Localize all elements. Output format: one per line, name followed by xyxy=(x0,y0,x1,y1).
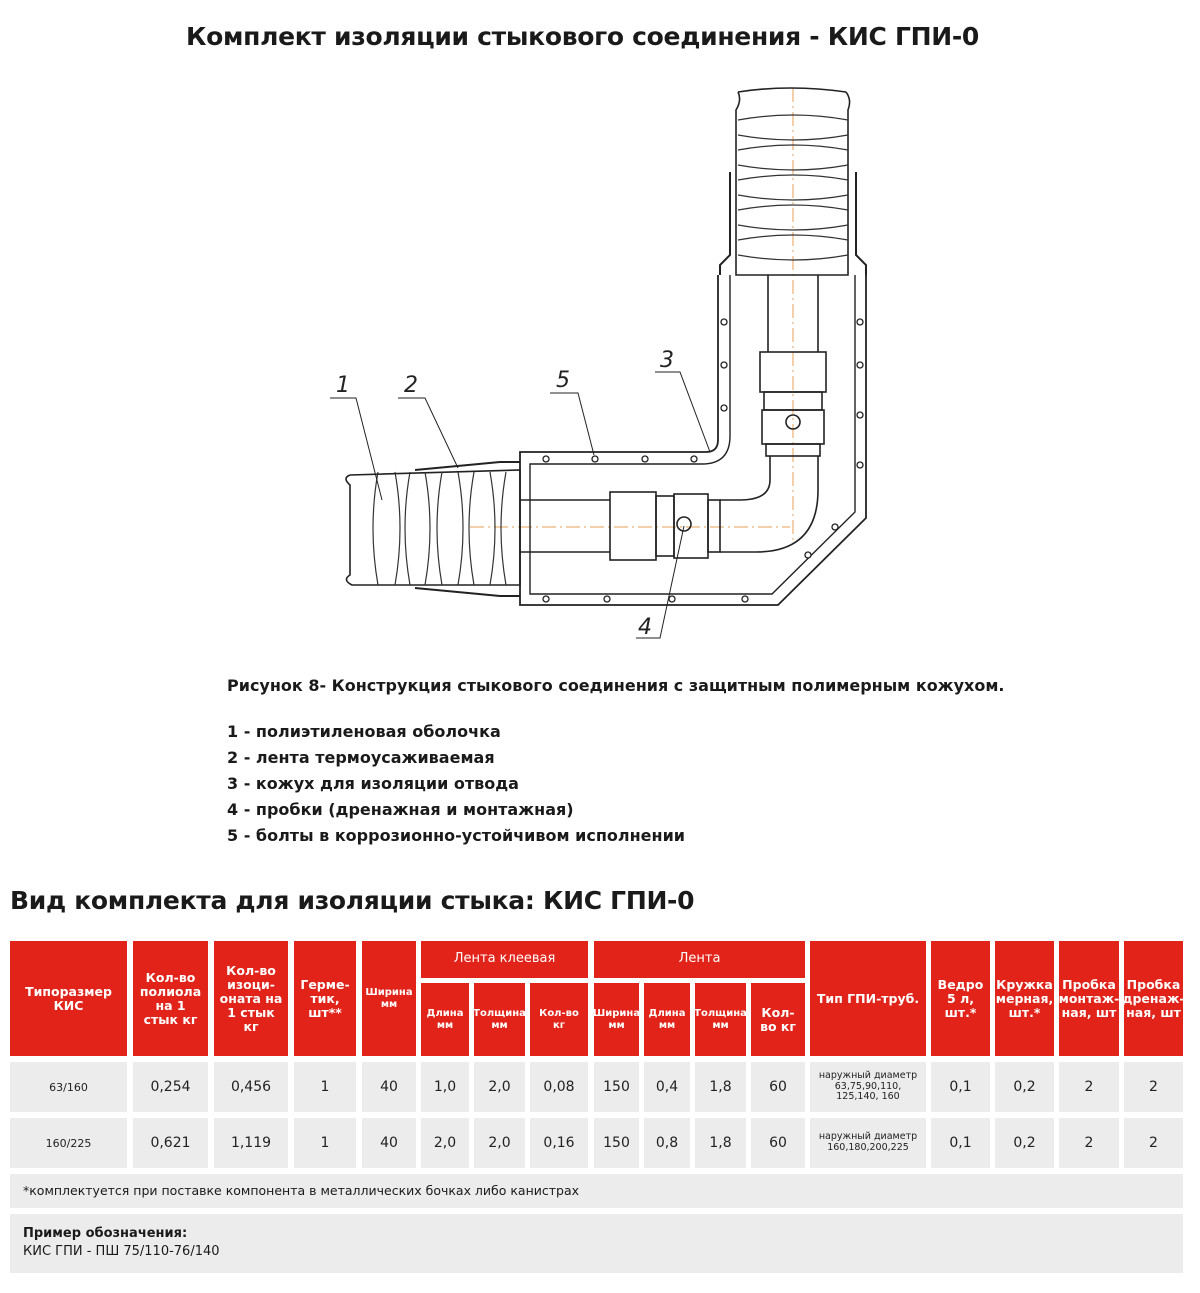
callout-3: 3 xyxy=(660,348,674,373)
legend-item: 3 - кожух для изоляции отвода xyxy=(227,774,519,793)
designation-example xyxy=(10,1214,1183,1273)
cell-tape-length: 0,4 xyxy=(655,1079,679,1095)
cell-adh-qty: 0,16 xyxy=(543,1135,575,1151)
cell-bucket: 0,1 xyxy=(949,1135,972,1151)
header-adh-length: Длина мм xyxy=(421,983,469,1056)
cell-polyol: 0,621 xyxy=(150,1135,191,1151)
header-tape: Лента xyxy=(594,941,805,978)
table-footnote: *комплектуется при поставке компонента в металлических бочках либо канистрах xyxy=(10,1174,1183,1208)
header-bucket: Ведро 5 л, шт.* xyxy=(931,941,990,1056)
example-label: Пример обозначения: xyxy=(23,1226,188,1241)
header-plug-mount: Пробка монтаж- ная, шт xyxy=(1059,941,1119,1056)
cell-bucket: 0,1 xyxy=(949,1079,972,1095)
callout-5: 5 xyxy=(556,368,570,393)
legend-item: 2 - лента термоусаживаемая xyxy=(227,748,495,767)
page-title: Комплект изоляции стыкового соединения - КИС ГПИ-0 xyxy=(185,22,980,51)
cell-mug: 0,2 xyxy=(1013,1135,1036,1151)
cell-pipe-type: наружный диаметр 160,180,200,225 xyxy=(818,1131,918,1153)
cell-sealant: 1 xyxy=(320,1079,330,1095)
cell-width: 40 xyxy=(380,1079,398,1095)
cell-tape-thickness: 1,8 xyxy=(709,1135,732,1151)
cell-adh-qty: 0,08 xyxy=(543,1079,575,1095)
cell-width: 40 xyxy=(380,1135,398,1151)
legend-list xyxy=(227,722,685,852)
cell-mug: 0,2 xyxy=(1013,1079,1036,1095)
legend-item: 1 - полиэтиленовая оболочка xyxy=(227,722,501,741)
section-title: Вид комплекта для изоляции стыка: КИС ГПИ-0 xyxy=(10,886,695,915)
header-width: Ширина мм xyxy=(362,941,416,1056)
cell-tape-width: 150 xyxy=(603,1135,630,1151)
header-tape-qty: Кол-во кг xyxy=(751,983,805,1056)
cell-adh-length: 1,0 xyxy=(433,1079,457,1095)
header-plug-drain: Пробка дренаж- ная, шт xyxy=(1124,941,1183,1056)
legend-item: 5 - болты в коррозионно-устойчивом исполнении xyxy=(227,826,685,845)
cell-plug-drain: 2 xyxy=(1149,1079,1158,1095)
legend-item: 4 - пробки (дренажная и монтажная) xyxy=(227,800,574,819)
header-adh-qty: Кол-во кг xyxy=(530,983,588,1056)
cell-tape-width: 150 xyxy=(603,1079,630,1095)
cell-tape-length: 0,8 xyxy=(655,1135,679,1151)
cell-plug-mount: 2 xyxy=(1084,1135,1094,1151)
cell-adh-thickness: 2,0 xyxy=(488,1135,511,1151)
figure-caption: Рисунок 8- Конструкция стыкового соединения с защитным полимерным кожухом. xyxy=(227,676,1005,695)
cell-tape-qty: 60 xyxy=(769,1079,787,1095)
header-typesize: Типоразмер КИС xyxy=(10,941,127,1056)
header-tape-thickness: Толщина мм xyxy=(695,983,746,1056)
header-tape-length: Длина мм xyxy=(644,983,690,1056)
cell-adh-length: 2,0 xyxy=(433,1135,457,1151)
cell-tape-qty: 60 xyxy=(769,1135,787,1151)
callout-1: 1 xyxy=(336,373,350,398)
header-adhesive-tape: Лента клеевая xyxy=(421,941,588,978)
header-isocyanate: Кол-во изоци- оната на 1 стык кг xyxy=(214,941,288,1056)
cell-polyol: 0,254 xyxy=(150,1079,191,1095)
example-value: КИС ГПИ - ПШ 75/110-76/140 xyxy=(23,1244,220,1259)
cell-tape-thickness: 1,8 xyxy=(709,1079,732,1095)
cell-plug-drain: 2 xyxy=(1149,1135,1158,1151)
callout-2: 2 xyxy=(404,373,418,398)
header-mug: Кружка мерная, шт.* xyxy=(995,941,1054,1056)
cell-sealant: 1 xyxy=(320,1135,330,1151)
cell-typesize: 63/160 xyxy=(49,1080,88,1094)
cell-typesize: 160/225 xyxy=(45,1136,92,1150)
cell-pipe-type: наружный диаметр 63,75,90,110, 125,140, 160 xyxy=(818,1069,918,1103)
cell-plug-mount: 2 xyxy=(1084,1079,1094,1095)
callout-4: 4 xyxy=(638,615,652,640)
header-pipe-type: Тип ГПИ-труб. xyxy=(810,941,926,1056)
cell-adh-thickness: 2,0 xyxy=(488,1079,511,1095)
cell-isocyanate: 1,119 xyxy=(230,1135,272,1151)
header-adh-thickness: Толщина мм xyxy=(474,983,525,1056)
header-polyol: Кол-во полиола на 1 стык кг xyxy=(133,941,208,1056)
cell-isocyanate: 0,456 xyxy=(230,1079,272,1095)
header-tape-width: Ширина мм xyxy=(594,983,639,1056)
header-sealant: Гермe- тик, шт** xyxy=(294,941,356,1056)
